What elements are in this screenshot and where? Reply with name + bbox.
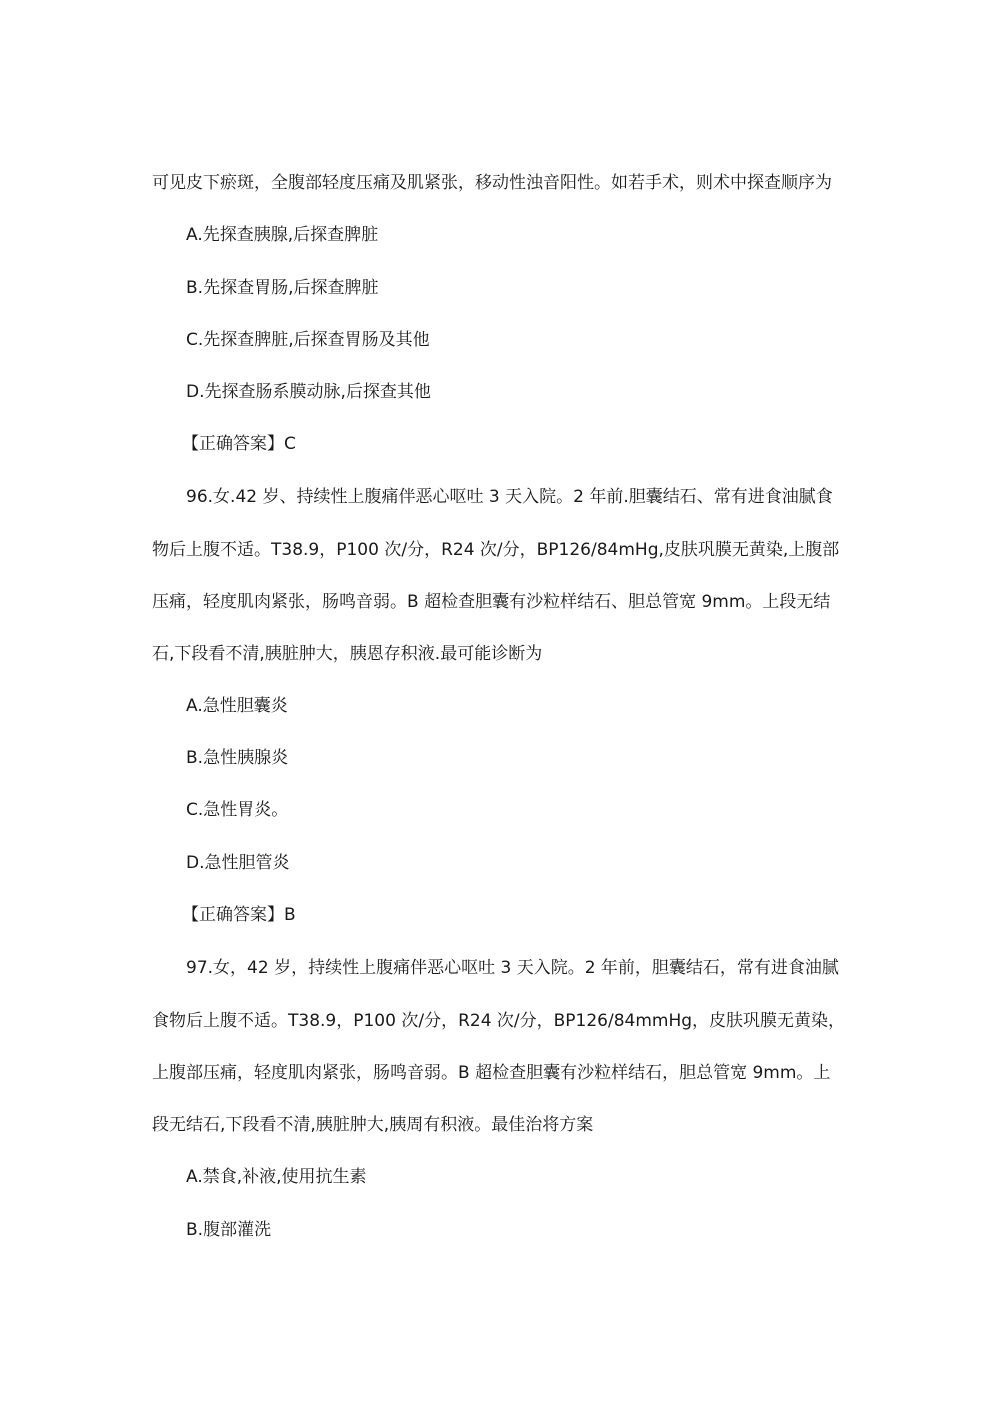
q96-option-c: C.急性胃炎。	[186, 800, 289, 820]
q95-option-c: C.先探查脾脏,后探查胃肠及其他	[186, 330, 430, 350]
question-97-stem-line-2: 食物后上腹不适。T38.9，P100 次/分，R24 次/分，BP126/84mmHg，皮肤巩膜无黄染，	[152, 1011, 846, 1031]
question-97-stem-line-3: 上腹部压痛，轻度肌肉紧张，肠鸣音弱。B 超检查胆囊有沙粒样结石，胆总管宽 9mm。上	[152, 1063, 831, 1083]
question-95-stem-continuation: 可见皮下瘀斑，全腹部轻度压痛及肌紧张，移动性浊音阳性。如若手术，则术中探查顺序为	[152, 173, 832, 193]
question-97-stem-line-4: 段无结石,下段看不清,胰脏肿大,胰周有积液。最佳治将方案	[152, 1115, 594, 1135]
q97-option-b: B.腹部灌洗	[186, 1220, 272, 1240]
q95-option-b: B.先探查胃肠,后探查脾脏	[186, 278, 379, 298]
q96-option-a: A.急性胆囊炎	[186, 696, 288, 716]
question-96-stem-line-1: 96.女.42 岁、持续性上腹痛伴恶心呕吐 3 天入院。2 年前.胆囊结石、常有进食油腻食	[186, 487, 833, 507]
question-97-stem-line-1: 97.女，42 岁，持续性上腹痛伴恶心呕吐 3 天入院。2 年前，胆囊结石，常有进食油腻	[186, 958, 839, 978]
q96-option-b: B.急性胰腺炎	[186, 748, 289, 768]
q97-option-a: A.禁食,补液,使用抗生素	[186, 1167, 367, 1187]
q96-correct-answer: 【正确答案】B	[182, 905, 296, 925]
q95-option-d: D.先探查肠系膜动脉,后探查其他	[186, 382, 431, 402]
q96-option-d: D.急性胆管炎	[186, 853, 290, 873]
question-96-stem-line-3: 压痛，轻度肌肉紧张，肠鸣音弱。B 超检查胆囊有沙粒样结石、胆总管宽 9mm。上段无结	[152, 592, 831, 612]
question-96-stem-line-4: 石,下段看不清,胰脏肿大，胰恩存积液.最可能诊断为	[152, 644, 543, 664]
question-96-stem-line-2: 物后上腹不适。T38.9，P100 次/分，R24 次/分，BP126/84mHg,皮肤巩膜无黄染,上腹部	[152, 540, 840, 560]
q95-correct-answer: 【正确答案】C	[182, 434, 296, 454]
q95-option-a: A.先探查胰腺,后探查脾脏	[186, 225, 379, 245]
